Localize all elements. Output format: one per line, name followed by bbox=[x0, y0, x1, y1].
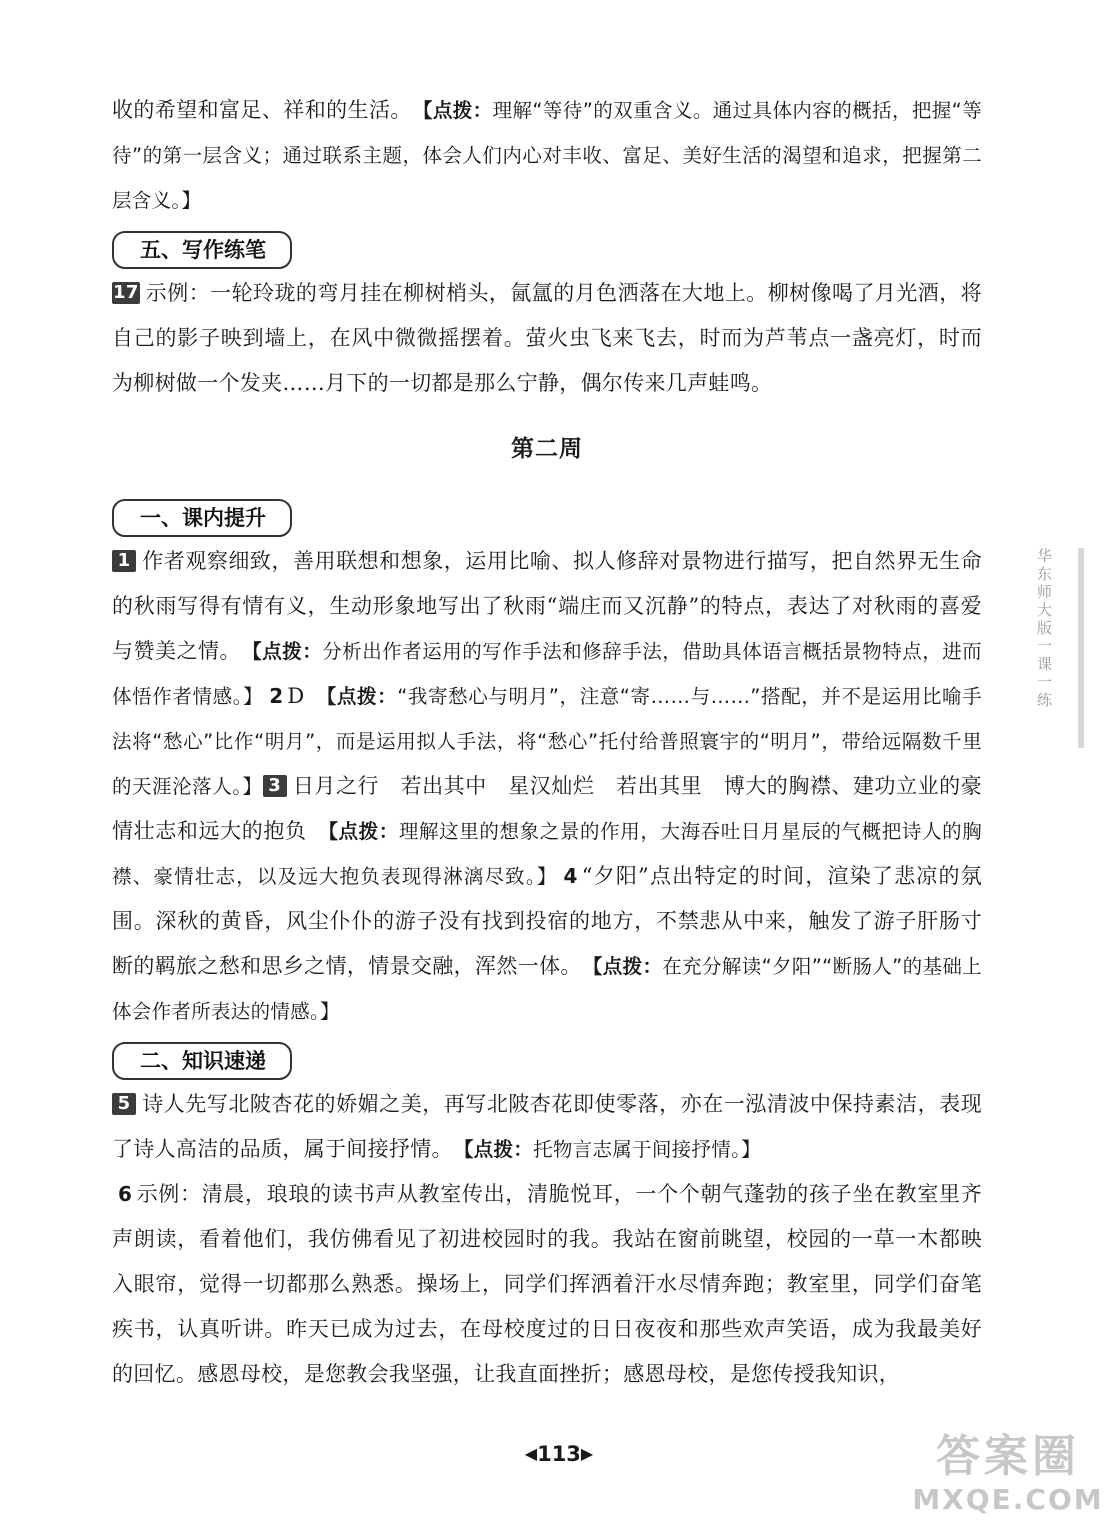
answer-text: 诗人先写北陂杏花的娇媚之美，再写北陂杏花即使零落，亦在一泓清波中保持素洁，表现了诗人高洁的品质，属于间接抒情。 bbox=[112, 1092, 982, 1161]
answer-text: 示例：一轮玲珑的弯月挂在柳树梢头，氤氲的月色洒落在大地上。柳树像喝了月光酒，将自己的影子映到墙上，在风中微微摇摆着。萤火虫飞来飞去，时而为芦苇点一盏亮灯，时而为柳树做一个发夹……月下的一切都是那么宁静，偶尔传来几声蛙鸣。 bbox=[112, 281, 982, 395]
week-title: 第二周 bbox=[511, 436, 583, 462]
answer-text: 示例：清晨，琅琅的读书声从教室传出，清脆悦耳，一个个朝气蓬勃的孩子坐在教室里齐声朗读，看着他们，我仿佛看见了初进校园时的我。我站在窗前眺望，校园的一草一木都映入眼帘，觉得一切都那么熟悉。操场上，同学们挥洒着汗水尽情奔跑；教室里，同学们奋笔疾书，认真听讲。昨天已成为过去，在母校度过的日日夜夜和那些欢声笑语，成为我最美好的回忆。感恩母校，是您教会我坚强，让我直面挫折；感恩母校，是您传授我知识， bbox=[112, 1182, 982, 1386]
hint-label: 【点拨： bbox=[422, 99, 493, 122]
answer-text: 作者观察细致，善用联想和想象，运用比喻、拟人修辞对景物进行描写，把自然界无生命的秋雨写得有情有义，生动形象地写出了秋雨“端庄而又沉静”的特点，表达了对秋雨的喜爱与赞美之情。 bbox=[112, 549, 982, 663]
watermark-top: 答案圈 bbox=[936, 1431, 1080, 1482]
page-content bbox=[112, 88, 982, 1397]
question-5 bbox=[112, 1082, 982, 1172]
question-number: 4 bbox=[563, 864, 578, 888]
hint-note bbox=[464, 1138, 761, 1161]
hint-text: 理解“等待”的双重含义。通过具体内容的概括，把握“等待”的第一层含义；通过联系主题，体会人们内心对丰收、富足、美好生活的渴望和追求，把握第二层含义。】 bbox=[112, 99, 982, 212]
watermark-bottom: MXQE.COM bbox=[912, 1483, 1104, 1516]
question-number: 3 bbox=[263, 775, 287, 797]
question-number: 5 bbox=[112, 1093, 136, 1115]
answer-text: 收的希望和富足、祥和的生活。 bbox=[112, 98, 402, 122]
side-bar bbox=[1078, 548, 1084, 748]
watermark-logo bbox=[910, 1432, 1106, 1528]
hint-label: 【点拨： bbox=[592, 955, 663, 978]
question-number: 6 bbox=[118, 1182, 133, 1206]
answer-text: D bbox=[287, 684, 305, 708]
hint-label: 【点拨： bbox=[252, 640, 323, 663]
side-book-title: 华东师大版一课一练 bbox=[1035, 548, 1053, 710]
top-paragraph bbox=[112, 88, 982, 223]
section-header-classroom: 一、课内提升 bbox=[112, 499, 292, 537]
question-number: 2 bbox=[269, 684, 284, 708]
hint-text: “我寄愁心与明月”，注意“寄……与……”搭配，并不是运用比喻手法将“愁心”比作“明月”，而是运用拟人手法，将“愁心”托付给普照寰宇的“明月”，带给远隔数千里的天涯沦落人。】 bbox=[112, 685, 982, 798]
question-6 bbox=[112, 1172, 982, 1397]
hint-text: 理解这里的想象之景的作用，大海吞吐日月星辰的气概把诗人的胸襟、豪情壮志，以及远大抱负表现得淋漓尽致。】 bbox=[112, 820, 983, 888]
page-number-text: 113 bbox=[537, 1442, 581, 1466]
section-header-writing: 五、写作练笔 bbox=[112, 231, 292, 269]
section-header-knowledge: 二、知识速递 bbox=[112, 1042, 292, 1080]
hint-label: 【点拨： bbox=[326, 685, 398, 708]
question-17 bbox=[112, 271, 982, 406]
right-triangle-icon: ▶ bbox=[580, 1444, 594, 1463]
hint-label: 【点拨： bbox=[328, 820, 399, 843]
left-triangle-icon: ◀ bbox=[524, 1444, 538, 1463]
answer-text: “夕阳”点出特定的时间，渲染了悲凉的氛围。深秋的黄昏，风尘仆仆的游子没有找到投宿的地方，不禁悲从中来，触发了游子肝肠寸断的羁旅之愁和思乡之情，情景交融，浑然一体。 bbox=[112, 864, 982, 978]
hint-text: 在充分解读“夕阳”“断肠人”的基础上体会作者所表达的情感。】 bbox=[112, 955, 982, 1023]
answer-text: 日月之行 若出其中 星汉灿烂 若出其里 博大的胸襟、建功立业的豪情壮志和远大的抱负 bbox=[112, 774, 982, 843]
question-number: 17 bbox=[113, 282, 139, 303]
hint-label: 【点拨： bbox=[463, 1138, 534, 1161]
question-number: 1 bbox=[112, 550, 136, 572]
questions-1-4 bbox=[112, 539, 982, 1034]
hint-text: 托物言志属于间接抒情。】 bbox=[533, 1138, 761, 1161]
hint-text: 分析出作者运用的写作手法和修辞手法，借助具体语言概括景物特点，进而体悟作者情感。】 bbox=[112, 640, 982, 708]
